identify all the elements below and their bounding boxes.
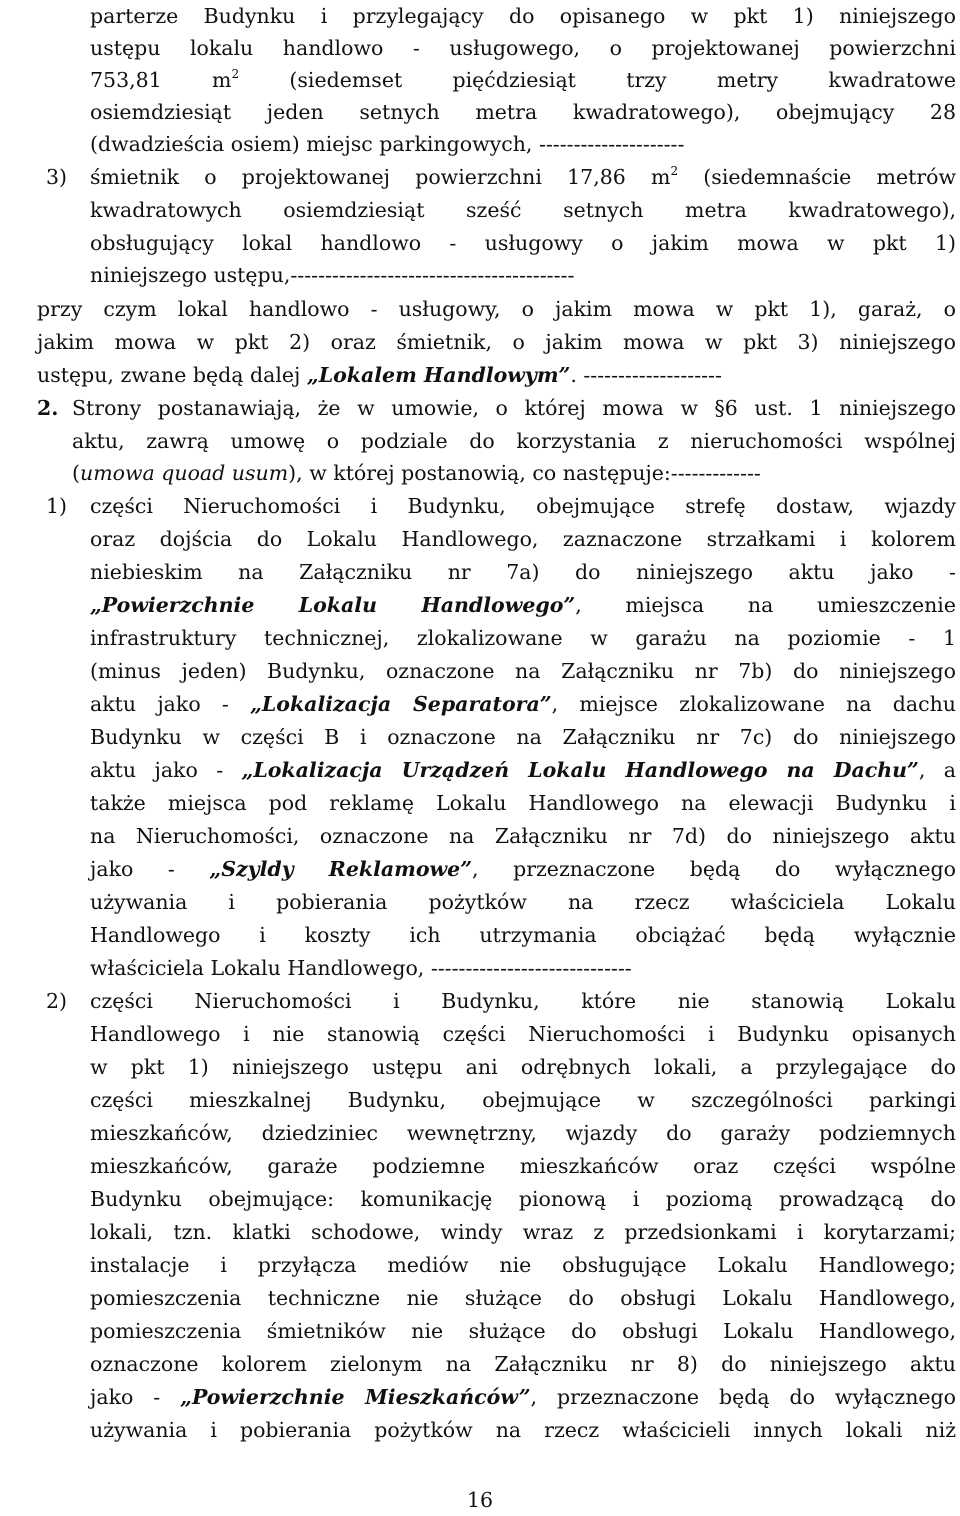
text-line: Handlowego i koszty ich utrzymania obciążać będą wyłącznie	[90, 923, 956, 947]
text-run: jako -	[90, 857, 210, 881]
text-run: . --------------------	[570, 363, 722, 387]
text-line: niebieskim na Załączniku nr 7a) do niniejszego aktu jako -	[90, 560, 956, 584]
text-line: części mieszkalnej Budynku, obejmujące w szczególności parkingi	[90, 1088, 956, 1112]
defined-term: „Powierzchnie Lokalu Handlowego”	[90, 593, 576, 617]
superscript: 2	[231, 67, 240, 81]
text-run: jako -	[90, 1385, 181, 1409]
text-run: aktu jako -	[90, 758, 242, 782]
text-run: , przeznaczone będą do wyłącznego	[472, 857, 956, 881]
text-line	[72, 457, 761, 489]
text-line: na Nieruchomości, oznaczone na Załączniku nr 7d) do niniejszego aktu	[90, 824, 956, 848]
text-line: oraz dojścia do Lokalu Handlowego, zaznaczone strzałkami i kolorem	[90, 527, 956, 551]
text-line	[90, 1381, 956, 1413]
text-run: (siedemnaście metrów	[678, 165, 957, 189]
text-line: także miejsca pod reklamę Lokalu Handlowego na elewacji Budynku i	[90, 791, 956, 815]
text-line: (minus jeden) Budynku, oznaczone na Załączniku nr 7b) do niniejszego	[90, 659, 956, 683]
text-line: Budynku w części B i oznaczone na Załączniku nr 7c) do niniejszego	[90, 725, 956, 749]
text-line	[90, 853, 956, 885]
text-run: (	[72, 461, 80, 485]
text-line: parterze Budynku i przylegający do opisanego w pkt 1) niniejszego	[90, 4, 956, 28]
text-run: , miejsca na umieszczenie	[575, 593, 956, 617]
text-line: części Nieruchomości i Budynku, które nie stanowią Lokalu	[90, 989, 956, 1013]
list-number: 1)	[46, 494, 68, 518]
page-number: 16	[466, 1488, 494, 1512]
defined-term: „Lokalizacja Urządzeń Lokalu Handlowego na Dachu”	[241, 758, 919, 782]
text-line: pomieszczenia śmietników nie służące do obsługi Lokalu Handlowego,	[90, 1319, 956, 1343]
text-line: niniejszego ustępu,-----------------------------------------	[90, 263, 575, 287]
text-line: Budynku obejmujące: komunikację pionową i poziomą prowadzącą do	[90, 1187, 956, 1211]
text-run: , przeznaczone będą do wyłącznego	[530, 1385, 956, 1409]
text-line: w pkt 1) niniejszego ustępu ani odrębnych lokali, a przylegające do	[90, 1055, 956, 1079]
text-line: właściciela Lokalu Handlowego, -----------------------------	[90, 956, 632, 980]
text-line: używania i pobierania pożytków na rzecz właściciela Lokalu	[90, 890, 956, 914]
text-run: ), w której postanowią, co następuje:-------------	[288, 461, 761, 485]
text-line: używania i pobierania pożytków na rzecz właścicieli innych lokali niż	[90, 1418, 956, 1442]
text-line	[90, 161, 956, 193]
text-run: 753,81 m	[90, 68, 232, 92]
text-line: instalacje i przyłącza mediów nie obsługujące Lokalu Handlowego;	[90, 1253, 956, 1277]
text-line: lokali, tzn. klatki schodowe, windy wraz z przedsionkami i korytarzami;	[90, 1220, 956, 1244]
text-line: mieszkańców, garaże podziemne mieszkańców oraz części wspólne	[90, 1154, 956, 1178]
defined-term: „Lokalizacja Separatora”	[250, 692, 552, 716]
text-line: obsługujący lokal handlowo - usługowy o jakim mowa w pkt 1)	[90, 231, 956, 255]
text-line: aktu, zawrą umowę o podziale do korzystania z nieruchomości wspólnej	[72, 429, 956, 453]
text-run: (siedemset pięćdziesiąt trzy metry kwadratowe	[239, 68, 956, 92]
text-line: Handlowego i nie stanowią części Nieruchomości i Budynku opisanych	[90, 1022, 956, 1046]
text-line	[90, 754, 956, 786]
text-line: (dwadzieścia osiem) miejsc parkingowych, ---------------------	[90, 132, 685, 156]
text-line: infrastruktury technicznej, zlokalizowane w garażu na poziomie - 1	[90, 626, 956, 650]
list-number: 2)	[46, 989, 68, 1013]
defined-term: „Powierzchnie Mieszkańców”	[180, 1385, 531, 1409]
text-line: Strony postanawiają, że w umowie, o której mowa w §6 ust. 1 niniejszego	[72, 396, 956, 420]
text-line	[37, 359, 722, 391]
text-line: kwadratowych osiemdziesiąt sześć setnych metra kwadratowego),	[90, 198, 956, 222]
section-number: 2.	[37, 396, 59, 420]
text-line: pomieszczenia techniczne nie służące do obsługi Lokalu Handlowego,	[90, 1286, 956, 1310]
text-run: śmietnik o projektowanej powierzchni 17,86 m	[90, 165, 671, 189]
text-line: jakim mowa w pkt 2) oraz śmietnik, o jakim mowa w pkt 3) niniejszego	[37, 330, 956, 354]
text-run: , miejsce zlokalizowane na dachu	[551, 692, 957, 716]
superscript: 2	[670, 164, 679, 178]
text-line: przy czym lokal handlowo - usługowy, o jakim mowa w pkt 1), garaż, o	[37, 297, 956, 321]
text-line	[90, 64, 956, 96]
text-run: ustępu, zwane będą dalej	[37, 363, 307, 387]
list-number: 3)	[46, 165, 68, 189]
text-line: osiemdziesiąt jeden setnych metra kwadratowego), obejmujący 28	[90, 100, 956, 124]
defined-term: „Szyldy Reklamowe”	[209, 857, 472, 881]
text-line	[90, 589, 956, 621]
text-run: , a	[918, 758, 956, 782]
defined-term: „Lokalem Handlowym”	[306, 363, 571, 387]
text-line: ustępu lokalu handlowo - usługowego, o projektowanej powierzchni	[90, 36, 956, 60]
text-line: mieszkańców, dziedziniec wewnętrzny, wjazdy do garaży podziemnych	[90, 1121, 956, 1145]
text-line: części Nieruchomości i Budynku, obejmujące strefę dostaw, wjazdy	[90, 494, 956, 518]
text-line	[90, 688, 956, 720]
latin-term: umowa quoad usum	[80, 461, 289, 485]
text-line: oznaczone kolorem zielonym na Załączniku nr 8) do niniejszego aktu	[90, 1352, 956, 1376]
text-run: aktu jako -	[90, 692, 251, 716]
